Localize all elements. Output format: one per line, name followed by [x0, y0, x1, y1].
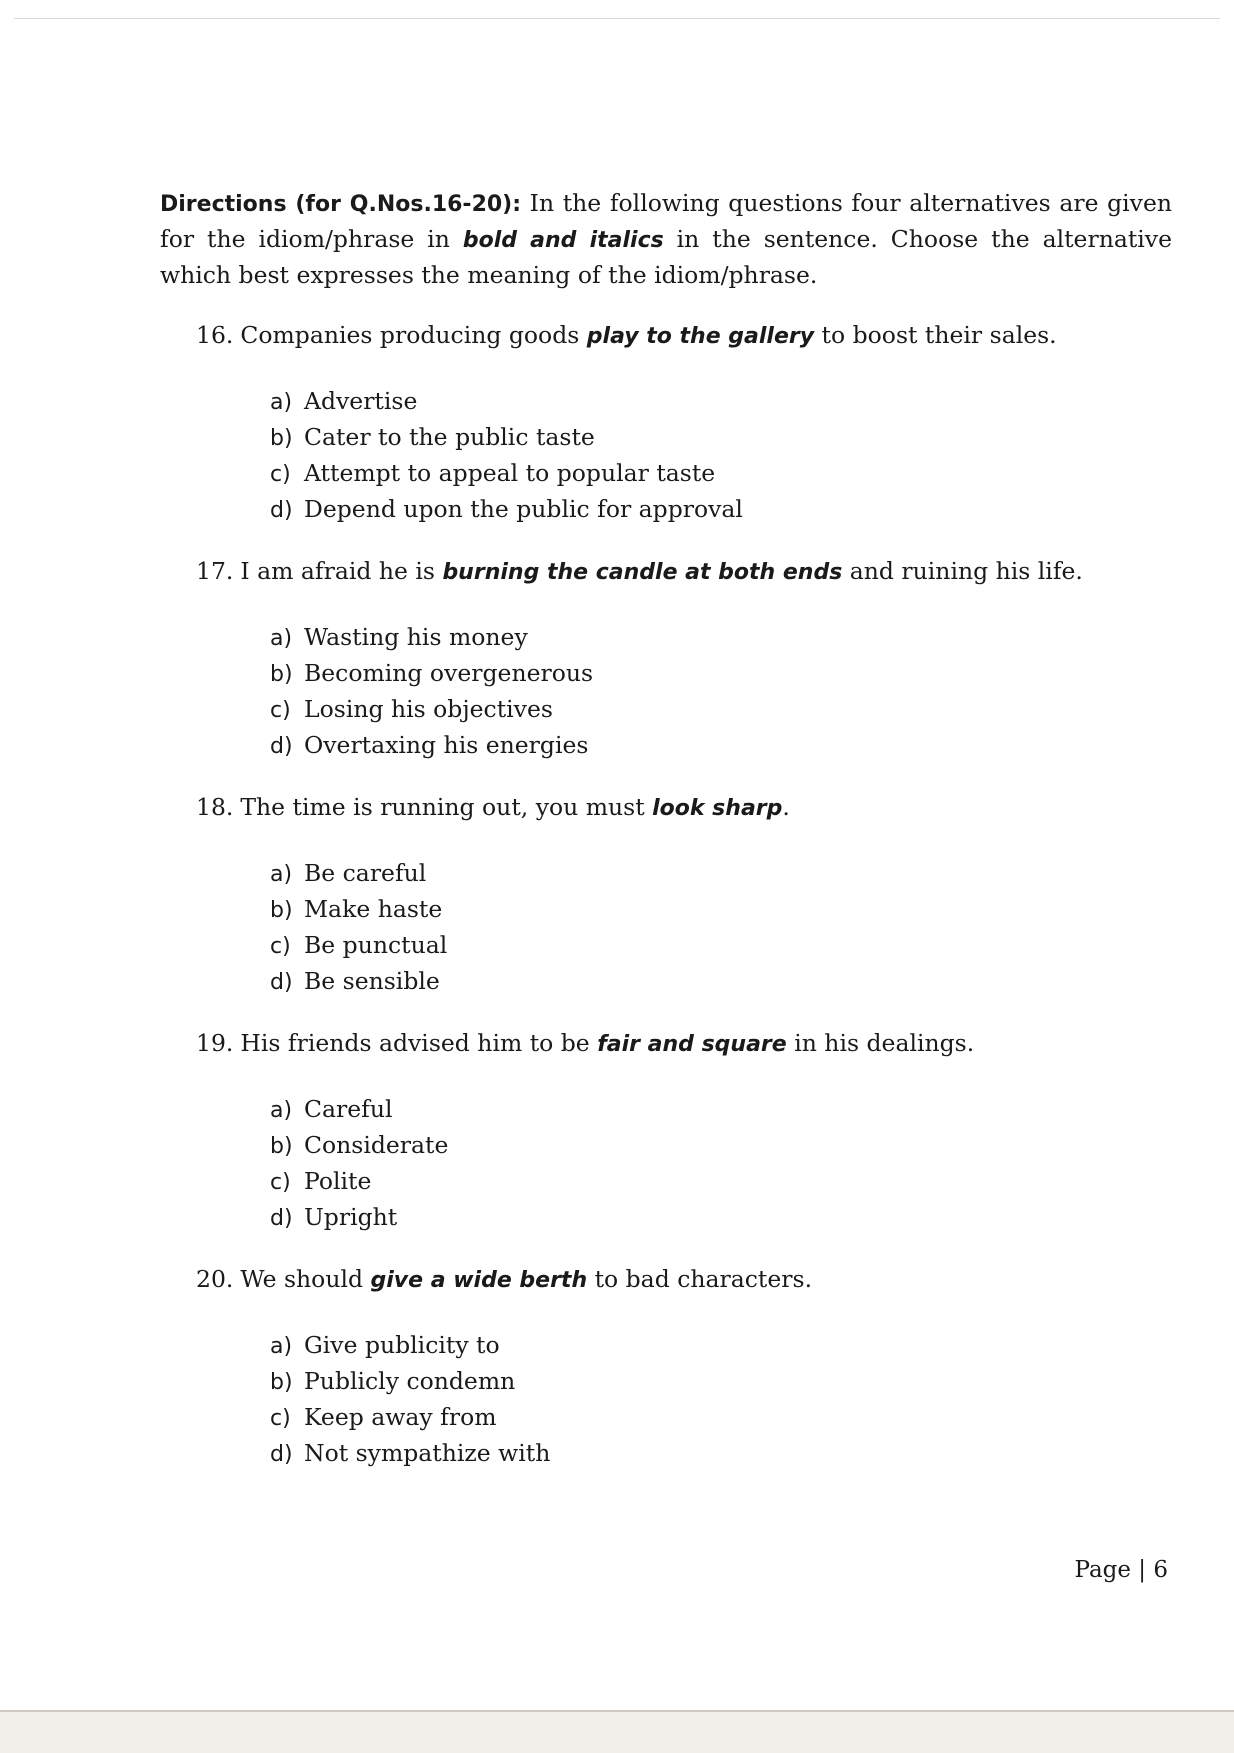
option-b — [270, 656, 1176, 692]
question-number: 17. — [196, 557, 234, 585]
option-list — [196, 620, 1176, 764]
option-c — [270, 1164, 1176, 1200]
option-c — [270, 456, 1176, 492]
directions-paragraph — [160, 186, 1172, 292]
idiom-phrase: fair and square — [597, 1032, 787, 1057]
question-number: 20. — [196, 1265, 234, 1293]
option-letter: a) — [270, 1334, 293, 1359]
option-text: Considerate — [304, 1131, 449, 1159]
stem-after: in his dealings. — [786, 1029, 975, 1057]
option-d — [270, 1436, 1176, 1472]
option-letter: d) — [270, 498, 293, 523]
page-number: Page | 6 — [1074, 1557, 1168, 1583]
option-d — [270, 964, 1176, 1000]
option-list — [196, 856, 1176, 1000]
question-stem — [196, 554, 1176, 590]
option-text: Give publicity to — [304, 1331, 500, 1359]
question-18 — [196, 790, 1176, 1026]
option-text: Be punctual — [304, 931, 448, 959]
option-letter: c) — [270, 698, 291, 723]
option-list — [196, 1328, 1176, 1472]
directions-lead: Directions (for Q.Nos.16-20): — [160, 192, 522, 217]
option-d — [270, 1200, 1176, 1236]
option-text: Be sensible — [304, 967, 440, 995]
question-19 — [196, 1026, 1176, 1262]
option-letter: c) — [270, 1170, 291, 1195]
option-text: Attempt to appeal to popular taste — [304, 459, 716, 487]
option-text: Publicly condemn — [304, 1367, 516, 1395]
option-text: Upright — [304, 1203, 398, 1231]
option-a — [270, 856, 1176, 892]
option-d — [270, 728, 1176, 764]
question-list — [196, 318, 1176, 1498]
idiom-phrase: play to the gallery — [586, 324, 815, 349]
question-17 — [196, 554, 1176, 790]
option-letter: b) — [270, 662, 293, 687]
option-c — [270, 692, 1176, 728]
option-letter: b) — [270, 1370, 293, 1395]
option-letter: d) — [270, 1206, 293, 1231]
option-text: Depend upon the public for approval — [304, 495, 743, 523]
option-letter: d) — [270, 970, 293, 995]
option-letter: a) — [270, 862, 293, 887]
option-text: Advertise — [304, 387, 418, 415]
idiom-phrase: give a wide berth — [370, 1268, 588, 1293]
option-a — [270, 1092, 1176, 1128]
question-20 — [196, 1262, 1176, 1498]
option-letter: a) — [270, 390, 293, 415]
directions-text-2: in the sentence. Choose the alternative which best expresses the meaning of the idiom/phrase. — [160, 225, 1172, 289]
option-text: Careful — [304, 1095, 393, 1123]
option-c — [270, 928, 1176, 964]
option-letter: d) — [270, 734, 293, 759]
stem-before: His friends advised him to be — [240, 1029, 598, 1057]
option-b — [270, 892, 1176, 928]
option-a — [270, 1328, 1176, 1364]
option-a — [270, 384, 1176, 420]
stem-before: I am afraid he is — [240, 557, 443, 585]
stem-before: We should — [240, 1265, 371, 1293]
option-text: Keep away from — [304, 1403, 497, 1431]
question-16 — [196, 318, 1176, 554]
option-b — [270, 1364, 1176, 1400]
idiom-phrase: look sharp — [652, 796, 783, 821]
stem-after: to boost their sales. — [814, 321, 1057, 349]
top-scan-rule — [14, 18, 1220, 19]
question-stem — [196, 790, 1176, 826]
directions-emphasis: bold and italics — [462, 228, 664, 253]
option-text: Polite — [304, 1167, 372, 1195]
option-list — [196, 1092, 1176, 1236]
option-letter: d) — [270, 1442, 293, 1467]
option-letter: c) — [270, 462, 291, 487]
stem-after: . — [782, 793, 790, 821]
option-letter: b) — [270, 426, 293, 451]
option-text: Be careful — [304, 859, 427, 887]
stem-before: Companies producing goods — [240, 321, 587, 349]
option-letter: a) — [270, 1098, 293, 1123]
option-letter: a) — [270, 626, 293, 651]
question-stem — [196, 1262, 1176, 1298]
option-letter: c) — [270, 1406, 291, 1431]
question-stem — [196, 318, 1176, 354]
option-text: Cater to the public taste — [304, 423, 595, 451]
option-d — [270, 492, 1176, 528]
stem-after: to bad characters. — [587, 1265, 813, 1293]
directions-text-1: In the following questions four alternatives are given for the idiom/phrase in — [160, 189, 1172, 253]
option-list — [196, 384, 1176, 528]
option-text: Overtaxing his energies — [304, 731, 589, 759]
option-text: Becoming overgenerous — [304, 659, 594, 687]
option-text: Not sympathize with — [304, 1439, 551, 1467]
stem-before: The time is running out, you must — [240, 793, 653, 821]
option-letter: c) — [270, 934, 291, 959]
question-stem — [196, 1026, 1176, 1062]
question-number: 19. — [196, 1029, 234, 1057]
bottom-scan-band — [0, 1712, 1234, 1753]
stem-after: and ruining his life. — [842, 557, 1083, 585]
option-a — [270, 620, 1176, 656]
option-text: Losing his objectives — [304, 695, 553, 723]
option-letter: b) — [270, 1134, 293, 1159]
question-number: 16. — [196, 321, 234, 349]
option-text: Make haste — [304, 895, 443, 923]
option-letter: b) — [270, 898, 293, 923]
option-text: Wasting his money — [304, 623, 528, 651]
option-b — [270, 420, 1176, 456]
idiom-phrase: burning the candle at both ends — [442, 560, 843, 585]
question-number: 18. — [196, 793, 234, 821]
option-c — [270, 1400, 1176, 1436]
option-b — [270, 1128, 1176, 1164]
